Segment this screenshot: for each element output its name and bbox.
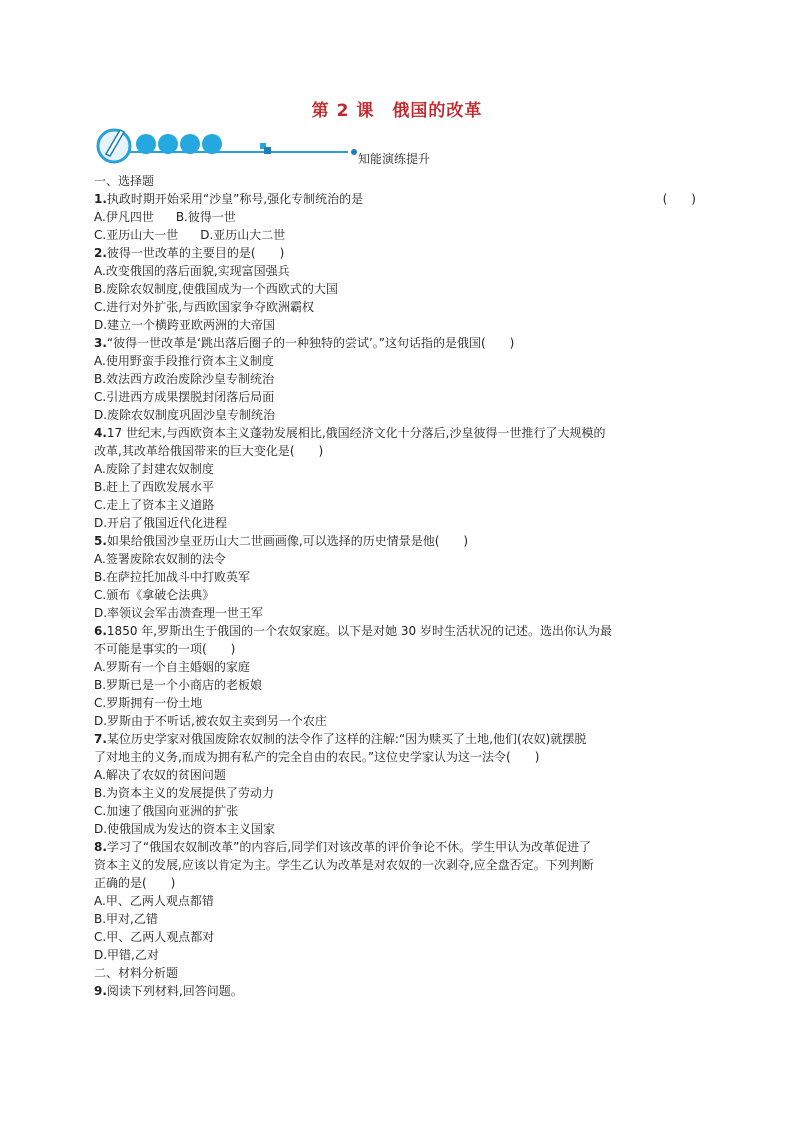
question-text-line: 改革,其改革给俄国带来的巨大变化是( ) (94, 444, 324, 458)
option-d: D.罗斯由于不听话,被农奴主卖到另一个农庄 (94, 714, 327, 728)
option-d: D.建立一个横跨亚欧两洲的大帝国 (94, 318, 276, 332)
option-b: B.罗斯已是一个小商店的老板娘 (94, 678, 263, 692)
option-row (94, 226, 700, 244)
question-9 (94, 982, 700, 1000)
question-5 (94, 532, 700, 550)
question-text: 彼得一世改革的主要目的是( ) (106, 246, 285, 260)
option-c: C.亚历山大一世 (94, 228, 179, 242)
option-a: A.伊凡四世 (94, 210, 154, 224)
answer-bracket: ( ) (662, 192, 696, 206)
question-text-line: 不可能是事实的一项( ) (94, 642, 236, 656)
option-c: C.进行对外扩张,与西欧国家争夺欧洲霸权 (94, 300, 315, 314)
section-heading: 一、选择题 (94, 174, 155, 188)
option-c: C.加速了俄国向亚洲的扩张 (94, 804, 239, 818)
question-text: 如果给俄国沙皇亚历山大二世画画像,可以选择的历史情景是他( ) (106, 534, 469, 548)
option-a: A.罗斯有一个自主婚姻的家庭 (94, 660, 250, 674)
page-title: 第 2 课 俄国的改革 (311, 101, 483, 121)
question-3 (94, 334, 700, 352)
banner-dot-1 (136, 134, 156, 154)
question-number: 1. (94, 192, 107, 206)
option-b: B.为资本主义的发展提供了劳动力 (94, 786, 275, 800)
option-c: C.引进西方成果摆脱封闭落后局面 (94, 390, 275, 404)
option-d: D.率领议会军击溃查理一世王军 (94, 606, 264, 620)
question-number: 4. (94, 426, 107, 440)
question-number: 7. (94, 732, 107, 746)
option-b: B.在萨拉托加战斗中打败英军 (94, 570, 251, 584)
option-d: D.亚历山大二世 (200, 228, 286, 242)
option-c: C.颁布《拿破仑法典》 (94, 588, 215, 602)
option-d: D.使俄国成为发达的资本主义国家 (94, 822, 276, 836)
question-sheet (94, 172, 700, 1000)
banner-dot-3 (180, 134, 200, 154)
question-4 (94, 424, 700, 442)
question-text-line: 正确的是( ) (94, 876, 176, 890)
banner-end-dot (351, 149, 357, 155)
banner-square-big (264, 147, 271, 154)
question-text-line: 某位历史学家对俄国废除农奴制的法令作了这样的注解:“因为赎买了土地,他们(农奴)就摆脱 (106, 732, 587, 746)
question-text-line: 资本主义的发展,应该以肯定为主。学生乙认为改革是对农奴的一次剥夺,应全盘否定。下列判断 (94, 858, 594, 872)
question-number: 6. (94, 624, 107, 638)
question-number: 2. (94, 246, 107, 260)
question-number: 8. (94, 840, 107, 854)
question-number: 3. (94, 336, 107, 350)
question-2 (94, 244, 700, 262)
option-d: D.开启了俄国近代化进程 (94, 516, 228, 530)
option-a: A.签署废除农奴制的法令 (94, 552, 226, 566)
question-text: “彼得一世改革是‘跳出落后圈子的一种独特的尝试’。”这句话指的是俄国( ) (106, 336, 515, 350)
question-6 (94, 622, 700, 640)
option-a: A.甲、乙两人观点都错 (94, 894, 214, 908)
option-b: B.废除农奴制度,使俄国成为一个西欧式的大国 (94, 282, 338, 296)
option-b: B.彼得一世 (175, 210, 236, 224)
question-1 (94, 190, 700, 208)
question-7 (94, 730, 700, 748)
option-b: B.甲对,乙错 (94, 912, 158, 926)
option-b: B.赶上了西欧发展水平 (94, 480, 215, 494)
option-c: C.罗斯拥有一份土地 (94, 696, 203, 710)
question-text-line: 了对地主的义务,而成为拥有私产的完全自由的农民。”这位史学家认为这一法令( ) (94, 750, 540, 764)
banner-dot-2 (158, 134, 178, 154)
option-d: D.废除农奴制度巩固沙皇专制统治 (94, 408, 276, 422)
question-number: 5. (94, 534, 107, 548)
option-row (94, 208, 700, 226)
banner-dot-4 (202, 134, 222, 154)
option-a: A.解决了农奴的贫困问题 (94, 768, 226, 782)
question-text-line: 1850 年,罗斯出生于俄国的一个农奴家庭。以下是对她 30 岁时生活状况的记述。选出你认为最 (106, 624, 612, 638)
option-b: B.效法西方政治废除沙皇专制统治 (94, 372, 275, 386)
option-a: A.使用野蛮手段推行资本主义制度 (94, 354, 274, 368)
option-c: C.甲、乙两人观点都对 (94, 930, 215, 944)
option-a: A.改变俄国的落后面貌,实现富国强兵 (94, 264, 290, 278)
question-text-line: 17 世纪末,与西欧资本主义蓬勃发展相比,俄国经济文化十分落后,沙皇彼得一世推行了大规模的 (106, 426, 606, 440)
question-8 (94, 838, 700, 856)
question-number: 9. (94, 984, 107, 998)
question-text: 阅读下列材料,回答问题。 (106, 984, 243, 998)
option-c: C.走上了资本主义道路 (94, 498, 215, 512)
section-heading: 二、材料分析题 (94, 966, 179, 980)
option-a: A.废除了封建农奴制度 (94, 462, 214, 476)
banner-label: 知能演练提升 (358, 152, 431, 166)
question-text: 执政时期开始采用“沙皇”称号,强化专制统治的是 (106, 192, 364, 206)
option-d: D.甲错,乙对 (94, 948, 159, 962)
question-text-line: 学习了“俄国农奴制改革”的内容后,同学们对该改革的评价争论不休。学生甲认为改革促进了 (106, 840, 592, 854)
